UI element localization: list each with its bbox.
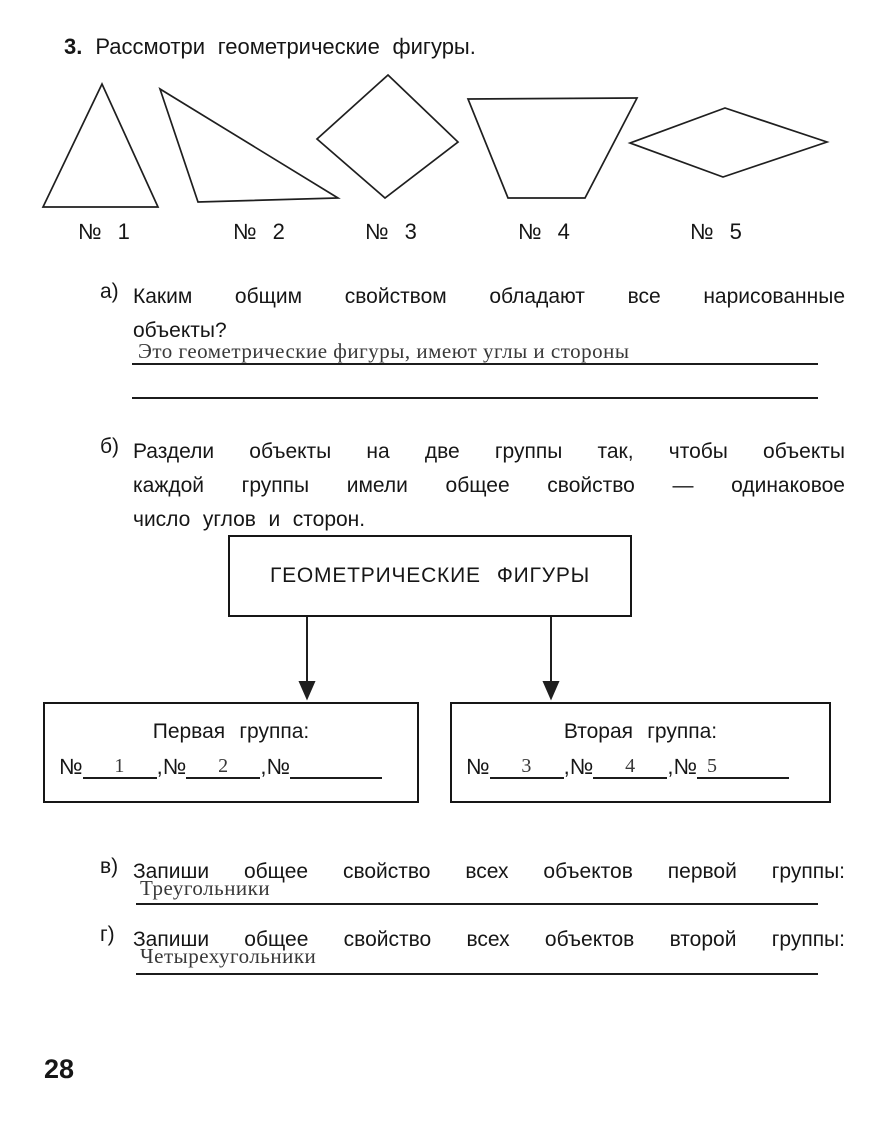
task-number: 3. bbox=[64, 34, 83, 59]
part-b-question-line1: Раздели объекты на две группы так, чтобы объекты bbox=[133, 440, 845, 463]
part-v-answer-line bbox=[136, 903, 818, 905]
part-v-label: в) bbox=[100, 855, 119, 878]
group1-blank-1 bbox=[83, 753, 157, 779]
figure-1-triangle bbox=[43, 84, 158, 207]
part-b-label: б) bbox=[100, 435, 120, 458]
group1-value-2: 2 bbox=[218, 755, 229, 777]
group2-no-sign-1: № bbox=[466, 754, 490, 779]
figure-5-rhombus bbox=[630, 108, 827, 177]
figure-1-label: № 1 bbox=[78, 219, 130, 244]
part-a-answer-line-1 bbox=[132, 363, 818, 365]
task-title bbox=[64, 34, 476, 60]
figure-5-label: № 5 bbox=[690, 219, 742, 244]
group2-blank-3 bbox=[697, 753, 789, 779]
group2-blank-1 bbox=[490, 753, 564, 779]
group1-box bbox=[43, 702, 419, 803]
group2-no-sign-2: ,№ bbox=[563, 754, 594, 779]
group2-value-3: 5 bbox=[707, 755, 718, 777]
part-a-question-line1: Каким общим свойством обладают все нарисованные bbox=[133, 285, 845, 308]
part-b-question-line3: число углов и сторон. bbox=[133, 508, 366, 531]
figure-2-obtuse-triangle bbox=[160, 89, 338, 202]
part-b-question-line2: каждой группы имели общее свойство — одинаковое bbox=[133, 474, 845, 497]
part-a-answer-line-2 bbox=[132, 397, 818, 399]
part-g-answer-line bbox=[136, 973, 818, 975]
arrow-to-group1-head bbox=[300, 682, 314, 698]
diagram-root-label: ГЕОМЕТРИЧЕСКИЕ ФИГУРЫ bbox=[269, 564, 591, 587]
task-title-text: Рассмотри геометрические фигуры. bbox=[95, 34, 476, 59]
group2-box bbox=[450, 702, 831, 803]
group2-no-sign-3: ,№ bbox=[667, 754, 698, 779]
group2-title: Вторая группа: bbox=[563, 720, 718, 743]
part-g-answer: Четырехугольники bbox=[140, 944, 317, 968]
group2-blank-2 bbox=[593, 753, 667, 779]
arrow-to-group2-head bbox=[544, 682, 558, 698]
part-a-label: а) bbox=[100, 280, 119, 303]
group2-value-2: 4 bbox=[625, 755, 636, 777]
group1-no-sign-1: № bbox=[59, 754, 83, 779]
page-number: 28 bbox=[44, 1054, 75, 1084]
figures-drawing bbox=[0, 65, 871, 215]
group1-no-sign-2: ,№ bbox=[156, 754, 187, 779]
group1-title: Первая группа: bbox=[152, 720, 310, 743]
part-a-answer: Это геометрические фигуры, имеют углы и стороны bbox=[138, 339, 630, 363]
part-a-question-line2: объекты? bbox=[133, 319, 227, 342]
group2-value-1: 3 bbox=[521, 755, 532, 777]
part-v-question: Запиши общее свойство всех объектов первой группы: bbox=[133, 860, 845, 883]
diagram-arrows bbox=[0, 615, 871, 705]
group1-no-sign-3: ,№ bbox=[260, 754, 291, 779]
figure-4-trapezoid bbox=[468, 98, 637, 198]
figure-2-label: № 2 bbox=[233, 219, 285, 244]
group1-blank-3 bbox=[290, 753, 382, 779]
part-g-label: г) bbox=[100, 923, 115, 946]
group1-value-1: 1 bbox=[114, 755, 125, 777]
part-v-answer: Треугольники bbox=[140, 876, 271, 900]
part-g-question: Запиши общее свойство всех объектов второй группы: bbox=[133, 928, 845, 951]
group2-numbers-row bbox=[466, 753, 815, 779]
group1-numbers-row bbox=[59, 753, 403, 779]
group1-blank-2 bbox=[186, 753, 260, 779]
figure-3-label: № 3 bbox=[365, 219, 417, 244]
figure-3-rotated-square bbox=[317, 75, 458, 198]
figure-4-label: № 4 bbox=[518, 219, 570, 244]
diagram-root-box bbox=[228, 535, 632, 617]
